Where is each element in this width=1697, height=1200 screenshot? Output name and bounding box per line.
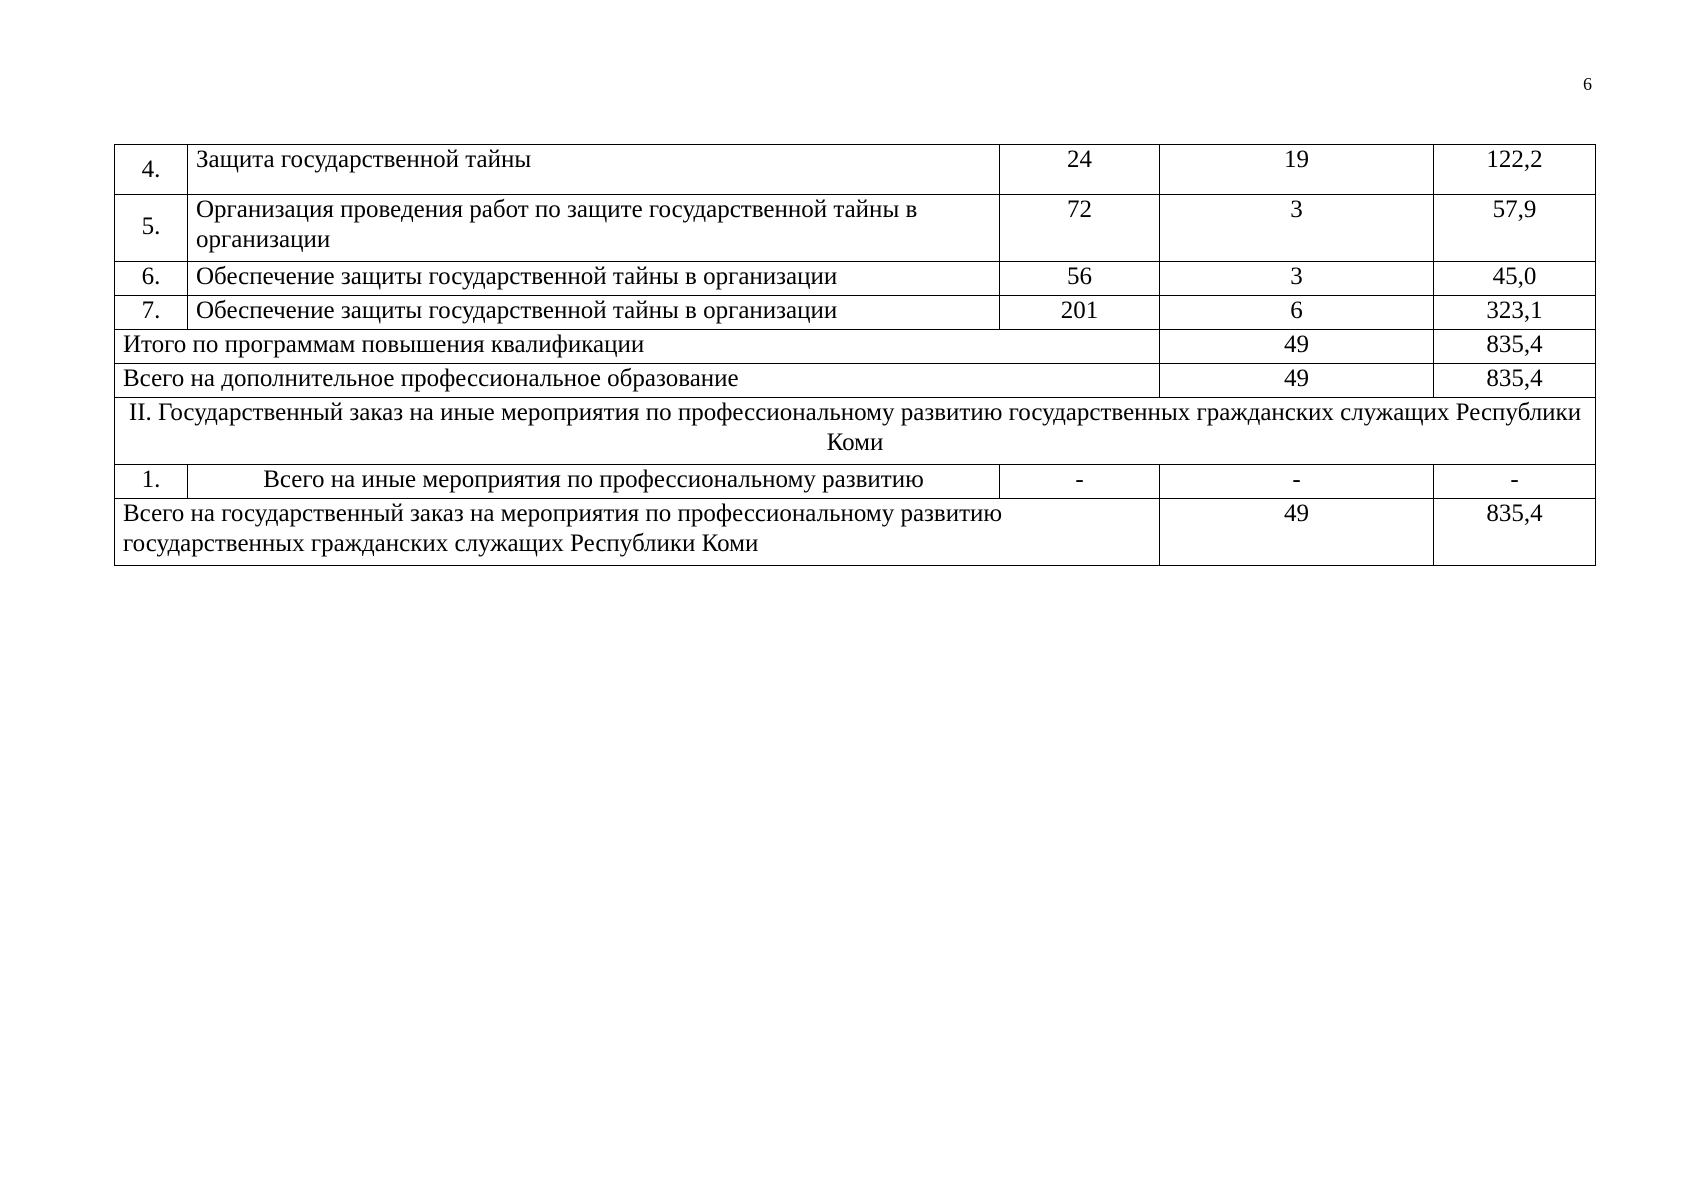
table-row (115, 465, 1596, 499)
program-name: Обеспечение защиты государственной тайны в организации (188, 262, 1000, 296)
table-row (115, 145, 1596, 195)
row-number: 6. (115, 262, 188, 296)
sum-cell: 57,9 (1434, 195, 1596, 262)
grand-total-sum: 835,4 (1434, 499, 1596, 566)
total-additional-label: Всего на дополнительное профессиональное образование (115, 364, 1160, 398)
hours-cell: 201 (1000, 296, 1160, 330)
people-cell: - (1160, 465, 1434, 499)
hours-cell: 24 (1000, 145, 1160, 195)
sum-cell: 323,1 (1434, 296, 1596, 330)
hours-cell: - (1000, 465, 1160, 499)
row-number: 4. (115, 145, 188, 195)
row-number: 1. (115, 465, 188, 499)
program-name: Защита государственной тайны (188, 145, 1000, 195)
sum-cell: 122,2 (1434, 145, 1596, 195)
subtotal-label: Итого по программам повышения квалификации (115, 330, 1160, 364)
grand-total-label: Всего на государственный заказ на мероприятия по профессиональному развитию государственных гражданских служащих Республики Коми (115, 499, 1160, 566)
total-additional-people: 49 (1160, 364, 1434, 398)
grand-total-row (115, 499, 1596, 566)
subtotal-sum: 835,4 (1434, 330, 1596, 364)
program-name: Обеспечение защиты государственной тайны в организации (188, 296, 1000, 330)
row-number: 7. (115, 296, 188, 330)
hours-cell: 72 (1000, 195, 1160, 262)
people-cell: 3 (1160, 195, 1434, 262)
row-number: 5. (115, 195, 188, 262)
page-number: 6 (1583, 74, 1592, 94)
total-additional-row (115, 364, 1596, 398)
people-cell: 19 (1160, 145, 1434, 195)
program-name: Всего на иные мероприятия по профессиональному развитию (188, 465, 1000, 499)
sum-cell: - (1434, 465, 1596, 499)
sum-cell: 45,0 (1434, 262, 1596, 296)
grand-total-people: 49 (1160, 499, 1434, 566)
section-2-title: II. Государственный заказ на иные мероприятия по профессиональному развитию государственных гражданских служащих Республики Коми (115, 398, 1596, 465)
people-cell: 6 (1160, 296, 1434, 330)
people-cell: 3 (1160, 262, 1434, 296)
table-row (115, 195, 1596, 262)
table-row (115, 262, 1596, 296)
subtotal-row (115, 330, 1596, 364)
subtotal-people: 49 (1160, 330, 1434, 364)
budget-table (114, 144, 1596, 566)
program-name: Организация проведения работ по защите государственной тайны в организации (188, 195, 1000, 262)
total-additional-sum: 835,4 (1434, 364, 1596, 398)
hours-cell: 56 (1000, 262, 1160, 296)
table-row (115, 296, 1596, 330)
section-header-row (115, 398, 1596, 465)
